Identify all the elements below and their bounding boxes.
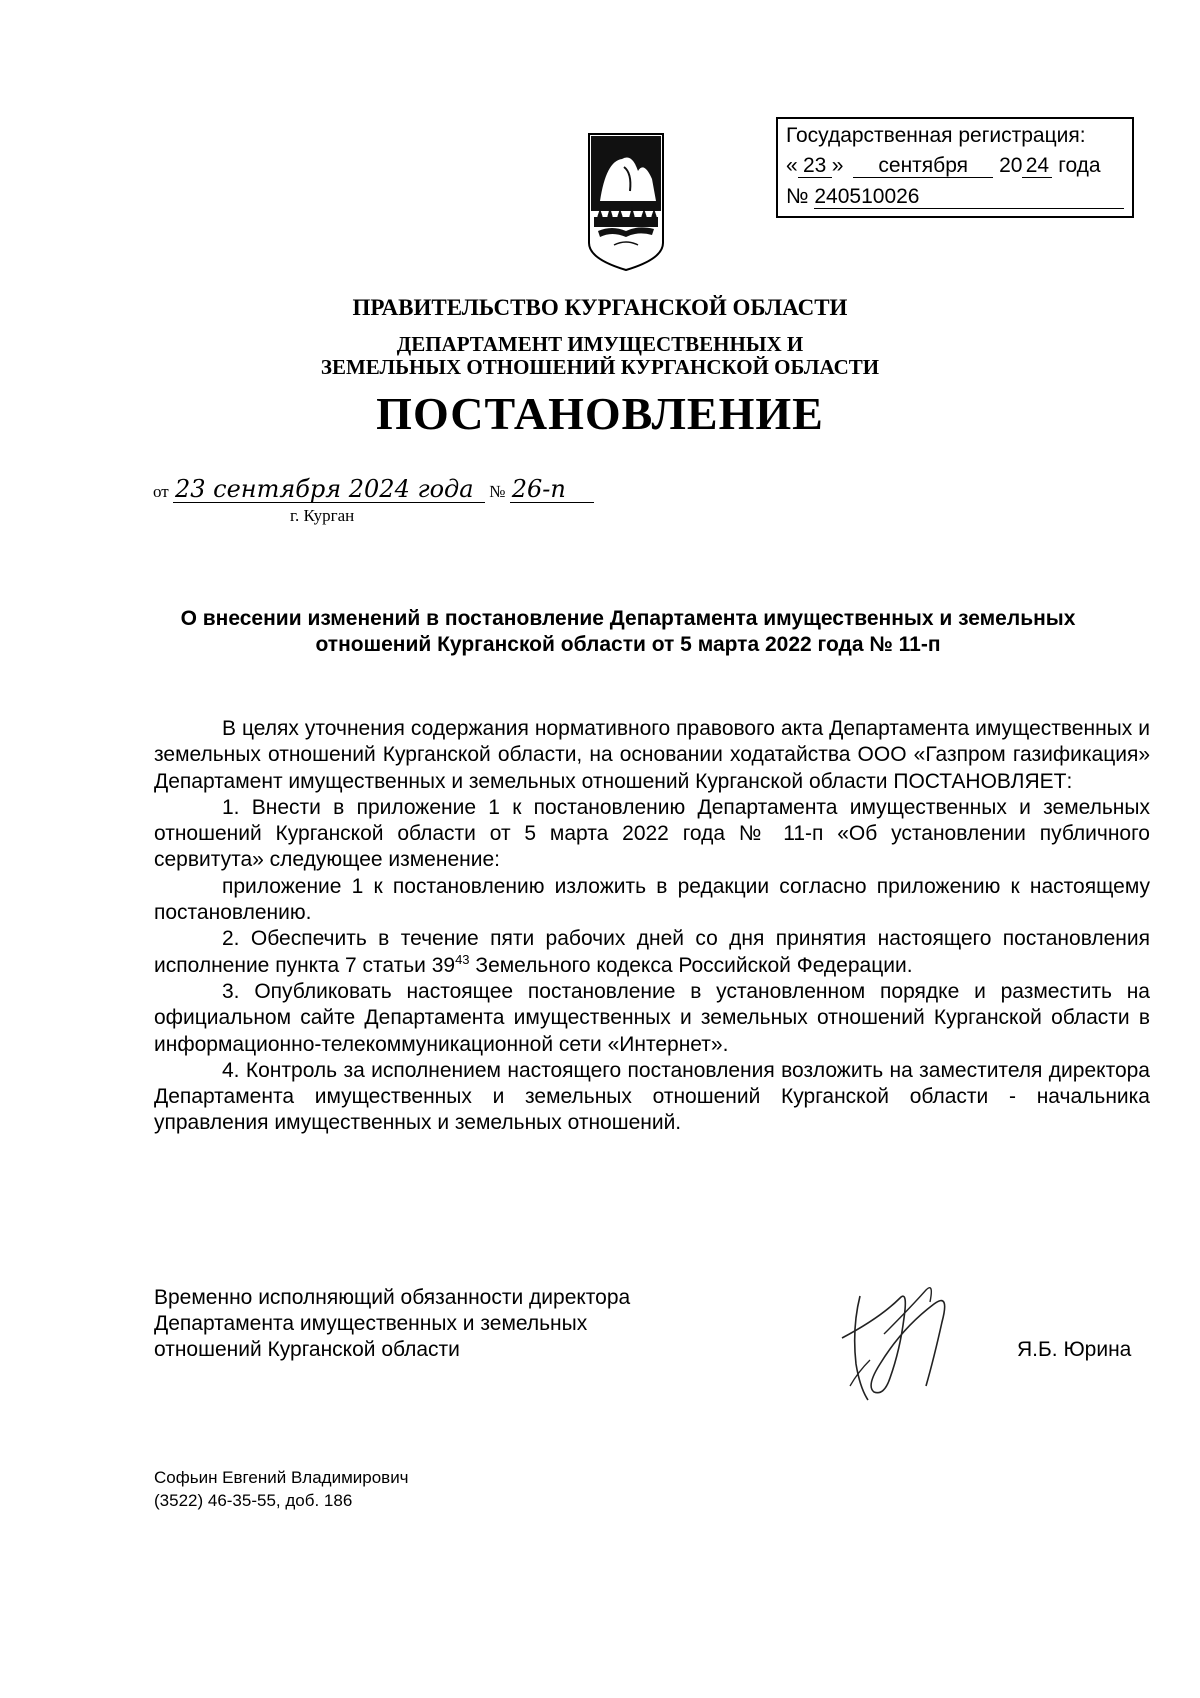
registration-label: Государственная регистрация: [786,124,1086,147]
handwritten-signature [830,1268,980,1408]
contact-phone: (3522) 46-35-55, доб. 186 [154,1491,353,1510]
department-heading-line2: ЗЕМЕЛЬНЫХ ОТНОШЕНИЙ КУРГАНСКОЙ ОБЛАСТИ [320,355,880,379]
signer-position-line1: Временно исполняющий обязанности директора [154,1286,631,1309]
registration-month: сентября [853,155,993,178]
signer-position-line2: Департамента имущественных и земельных [154,1312,588,1335]
body-paragraph-item-2 [154,926,1150,979]
date-number-label: № [489,482,506,501]
date-line [153,476,594,503]
item-2-text: 2. Обеспечить в течение пяти рабочих дней со дня принятия настоящего постановления исполнение пункта 7 статьи 39 [154,927,1150,977]
registration-day: 23 [798,155,832,178]
registration-year-prefix: 20 [999,154,1023,177]
registration-day-close: » [831,154,844,177]
body-paragraph-item-1: 1. Внести в приложение 1 к постановлению Департамента имущественных и земельных отношений Курганской области от 5 марта 2022 года № 11-п «Об установлении публичного сервитута» следующее изменение: [154,795,1150,872]
date-from-label: от [153,482,169,501]
body-paragraph-item-3: 3. Опубликовать настоящее постановление в установленном порядке и разместить на официальном сайте Департамента имущественных и земельных отношений Курганской области в информационно-телекоммуникационной сети «Интернет». [154,979,1150,1056]
registration-year-suffix: 24 [1022,155,1052,178]
document-body [154,716,1150,1137]
body-paragraph-item-1-change: приложение 1 к постановлению изложить в редакции согласно приложению к настоящему постановлению. [154,874,1150,925]
city-label: г. Курган [290,506,355,525]
signer-position [154,1285,630,1363]
government-heading: ПРАВИТЕЛЬСТВО КУРГАНСКОЙ ОБЛАСТИ [352,295,848,320]
department-heading-line1: ДЕПАРТАМЕНТ ИМУЩЕСТВЕННЫХ И [396,332,804,356]
body-paragraph-preamble: В целях уточнения содержания нормативного правового акта Департамента имущественных и земельных отношений Курганской области, на основании ходатайства ООО «Газпром газификация» Департамент имущественных и земельных отношений Курганской области ПОСТАНОВЛЯЕТ: [154,717,1150,793]
body-paragraph-item-4: 4. Контроль за исполнением настоящего постановления возложить на заместителя директора Департамента имущественных и земельных отношений Курганской области - начальника управления имущественных и земельных отношений. [154,1058,1150,1135]
item-2-superscript: 43 [455,951,470,967]
registration-number: 240510026 [814,186,1124,209]
registration-date [786,154,1126,178]
signer-name: Я.Б. Юрина [1017,1338,1132,1361]
registration-year-word: года [1058,154,1101,177]
signer-position-line3: отношений Курганской области [154,1338,460,1361]
registration-number-prefix: № [786,185,809,208]
document-type-title: ПОСТАНОВЛЕНИЕ [376,388,824,439]
registration-number-line [786,185,1124,209]
date-handwritten: 23 сентября 2024 года [173,476,485,503]
registration-day-open: « [786,154,798,177]
coat-of-arms-emblem [586,131,666,273]
document-subject: О внесении изменений в постановление Департамента имущественных и земельных отношений Курганской области от 5 марта 2022 года № 11-п [180,607,1076,656]
registration-stamp [776,117,1134,218]
contact-block [154,1466,409,1512]
item-2-text-end: Земельного кодекса Российской Федерации. [469,953,913,977]
contact-person: Софьин Евгений Владимирович [154,1468,409,1487]
number-handwritten: 26-п [510,476,594,503]
